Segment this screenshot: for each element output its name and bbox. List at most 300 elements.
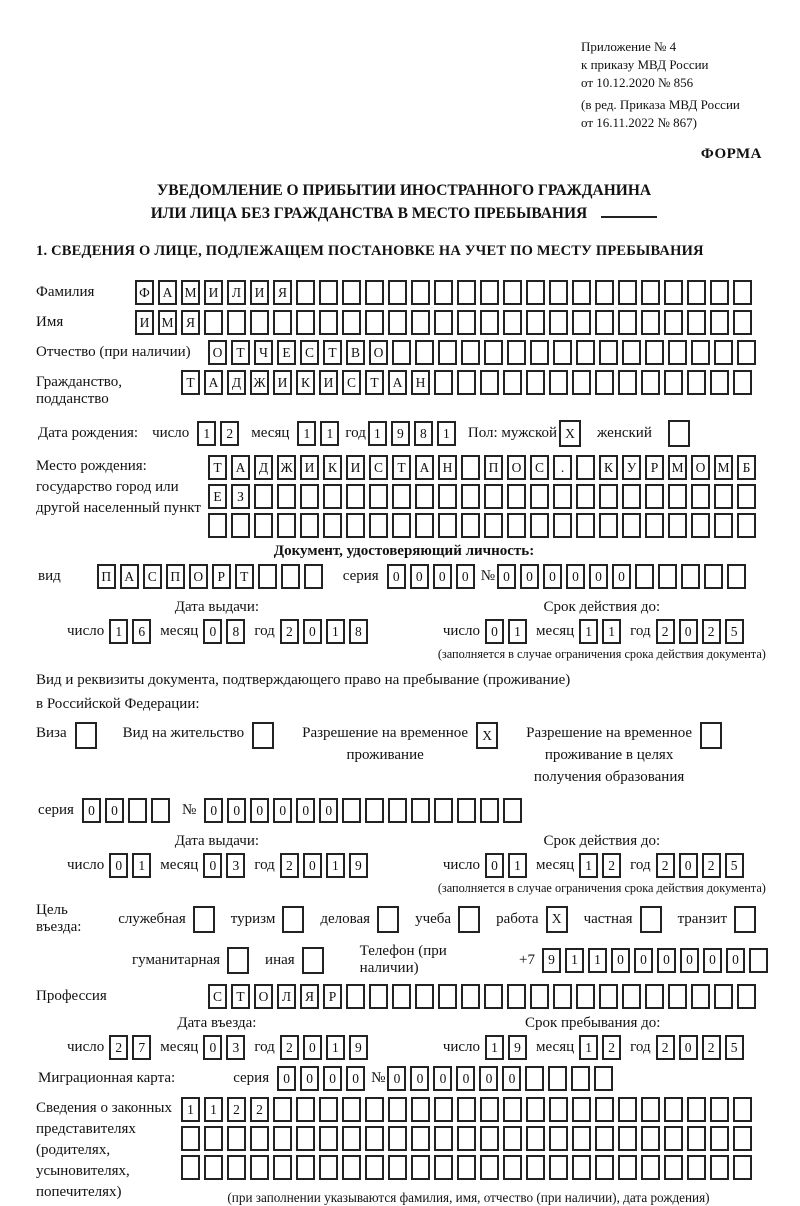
cell[interactable] — [250, 1126, 269, 1151]
cell[interactable] — [480, 310, 499, 335]
cell[interactable]: 5 — [725, 853, 744, 878]
cell[interactable] — [553, 484, 572, 509]
valid-month-cells[interactable] — [579, 619, 625, 644]
profession-cells[interactable] — [208, 984, 760, 1009]
cell[interactable]: 1 — [297, 421, 316, 446]
cell[interactable]: 0 — [679, 619, 698, 644]
cell[interactable]: X — [546, 906, 568, 933]
cell[interactable] — [576, 484, 595, 509]
cell[interactable]: 1 — [485, 1035, 504, 1060]
cell[interactable]: Т — [365, 370, 384, 395]
cell[interactable] — [635, 564, 654, 589]
cell[interactable] — [733, 370, 752, 395]
cell[interactable] — [641, 370, 660, 395]
cell[interactable] — [526, 310, 545, 335]
cell[interactable]: X — [559, 420, 581, 447]
cell[interactable] — [415, 513, 434, 538]
cell[interactable]: 1 — [508, 619, 527, 644]
cell[interactable]: 2 — [656, 619, 675, 644]
cell[interactable]: 2 — [702, 1035, 721, 1060]
cell[interactable] — [282, 906, 304, 933]
cell[interactable]: 1 — [579, 853, 598, 878]
cell[interactable] — [342, 1097, 361, 1122]
cell[interactable]: 0 — [433, 564, 452, 589]
cell[interactable] — [388, 310, 407, 335]
cell[interactable]: . — [553, 455, 572, 480]
cell[interactable]: 9 — [349, 853, 368, 878]
cell[interactable]: 0 — [456, 1066, 475, 1091]
cell[interactable] — [530, 484, 549, 509]
cell[interactable] — [595, 1097, 614, 1122]
cell[interactable]: И — [346, 455, 365, 480]
cell[interactable] — [733, 1155, 752, 1180]
cell[interactable] — [484, 513, 503, 538]
birth-place-row2-cells[interactable] — [208, 484, 760, 509]
cell[interactable] — [664, 370, 683, 395]
cell[interactable]: 0 — [456, 564, 475, 589]
cell[interactable]: 1 — [109, 619, 128, 644]
cell[interactable] — [128, 798, 147, 823]
cell[interactable] — [526, 280, 545, 305]
cell[interactable] — [480, 1155, 499, 1180]
cell[interactable] — [484, 340, 503, 365]
cell[interactable] — [710, 1155, 729, 1180]
cell[interactable]: Р — [212, 564, 231, 589]
cell[interactable] — [733, 280, 752, 305]
legal-reps-row1-cells[interactable] — [181, 1097, 756, 1122]
purpose-tourism-checkbox[interactable] — [282, 906, 308, 933]
cell[interactable] — [300, 513, 319, 538]
cell[interactable]: 0 — [203, 853, 222, 878]
cell[interactable] — [411, 1155, 430, 1180]
cell[interactable] — [645, 513, 664, 538]
issue-month-cells[interactable] — [203, 853, 249, 878]
cell[interactable]: 0 — [273, 798, 292, 823]
purpose-other-checkbox[interactable] — [302, 947, 328, 974]
cell[interactable]: 0 — [679, 1035, 698, 1060]
purpose-private-checkbox[interactable] — [640, 906, 666, 933]
cell[interactable] — [503, 370, 522, 395]
cell[interactable]: 0 — [319, 798, 338, 823]
cell[interactable] — [727, 564, 746, 589]
cell[interactable] — [549, 1097, 568, 1122]
cell[interactable] — [641, 1155, 660, 1180]
cell[interactable] — [664, 1126, 683, 1151]
cell[interactable] — [480, 280, 499, 305]
cell[interactable] — [549, 310, 568, 335]
cell[interactable]: 1 — [579, 619, 598, 644]
cell[interactable] — [434, 370, 453, 395]
cell[interactable]: М — [181, 280, 200, 305]
cell[interactable]: 1 — [181, 1097, 200, 1122]
cell[interactable]: 1 — [320, 421, 339, 446]
cell[interactable] — [461, 984, 480, 1009]
cell[interactable]: М — [668, 455, 687, 480]
cell[interactable] — [691, 513, 710, 538]
cell[interactable] — [503, 1155, 522, 1180]
cell[interactable] — [687, 1097, 706, 1122]
cell[interactable] — [645, 984, 664, 1009]
cell[interactable] — [525, 1066, 544, 1091]
cell[interactable] — [300, 484, 319, 509]
cell[interactable] — [415, 984, 434, 1009]
cell[interactable]: 1 — [326, 1035, 345, 1060]
cell[interactable]: Е — [277, 340, 296, 365]
cell[interactable] — [641, 1126, 660, 1151]
cell[interactable]: М — [158, 310, 177, 335]
cell[interactable]: И — [319, 370, 338, 395]
cell[interactable] — [75, 722, 97, 749]
cell[interactable]: 0 — [520, 564, 539, 589]
cell[interactable] — [714, 340, 733, 365]
cell[interactable] — [691, 484, 710, 509]
cell[interactable] — [595, 280, 614, 305]
sex-male-checkbox[interactable] — [559, 420, 585, 447]
cell[interactable] — [668, 420, 690, 447]
cell[interactable]: А — [204, 370, 223, 395]
cell[interactable]: К — [296, 370, 315, 395]
cell[interactable]: С — [300, 340, 319, 365]
residence-seriya-cells[interactable] — [82, 798, 174, 823]
cell[interactable]: П — [166, 564, 185, 589]
cell[interactable]: 1 — [204, 1097, 223, 1122]
cell[interactable]: 2 — [280, 1035, 299, 1060]
cell[interactable] — [507, 984, 526, 1009]
cell[interactable] — [687, 1126, 706, 1151]
cell[interactable] — [641, 1097, 660, 1122]
cell[interactable]: 2 — [702, 853, 721, 878]
cell[interactable] — [369, 513, 388, 538]
cell[interactable] — [377, 906, 399, 933]
cell[interactable] — [193, 906, 215, 933]
cell[interactable] — [704, 564, 723, 589]
purpose-official-checkbox[interactable] — [193, 906, 219, 933]
cell[interactable] — [388, 1097, 407, 1122]
cell[interactable] — [457, 798, 476, 823]
stay-month-cells[interactable] — [579, 1035, 625, 1060]
cell[interactable] — [664, 1097, 683, 1122]
cell[interactable] — [572, 280, 591, 305]
cell[interactable]: 2 — [280, 619, 299, 644]
cell[interactable]: 0 — [726, 948, 745, 973]
cell[interactable]: У — [622, 455, 641, 480]
cell[interactable]: 2 — [656, 1035, 675, 1060]
cell[interactable]: Т — [181, 370, 200, 395]
cell[interactable] — [411, 798, 430, 823]
cell[interactable] — [392, 513, 411, 538]
cell[interactable]: 0 — [680, 948, 699, 973]
cell[interactable] — [434, 1155, 453, 1180]
cell[interactable]: 5 — [725, 619, 744, 644]
cell[interactable] — [323, 484, 342, 509]
cell[interactable]: А — [415, 455, 434, 480]
cell[interactable] — [273, 1155, 292, 1180]
cell[interactable] — [369, 484, 388, 509]
cell[interactable] — [296, 280, 315, 305]
cell[interactable]: А — [158, 280, 177, 305]
purpose-humanitarian-checkbox[interactable] — [227, 947, 253, 974]
cell[interactable] — [710, 370, 729, 395]
cell[interactable]: Н — [411, 370, 430, 395]
cell[interactable] — [549, 370, 568, 395]
cell[interactable]: 2 — [702, 619, 721, 644]
entry-year-cells[interactable] — [280, 1035, 372, 1060]
cell[interactable] — [507, 513, 526, 538]
cell[interactable] — [346, 513, 365, 538]
cell[interactable]: 1 — [508, 853, 527, 878]
cell[interactable] — [319, 1126, 338, 1151]
cell[interactable] — [571, 1066, 590, 1091]
cell[interactable]: 5 — [725, 1035, 744, 1060]
cell[interactable] — [681, 564, 700, 589]
cell[interactable] — [664, 280, 683, 305]
cell[interactable] — [700, 722, 722, 749]
cell[interactable] — [457, 1155, 476, 1180]
cell[interactable] — [668, 513, 687, 538]
cell[interactable] — [733, 310, 752, 335]
cell[interactable] — [622, 513, 641, 538]
cell[interactable] — [618, 310, 637, 335]
cell[interactable] — [231, 513, 250, 538]
cell[interactable] — [599, 513, 618, 538]
issue-month-cells[interactable] — [203, 619, 249, 644]
cell[interactable] — [484, 484, 503, 509]
cell[interactable]: 1 — [588, 948, 607, 973]
cell[interactable] — [572, 1126, 591, 1151]
cell[interactable]: 0 — [105, 798, 124, 823]
cell[interactable] — [710, 1097, 729, 1122]
cell[interactable]: 1 — [579, 1035, 598, 1060]
cell[interactable] — [710, 310, 729, 335]
cell[interactable] — [457, 370, 476, 395]
cell[interactable] — [392, 484, 411, 509]
cell[interactable] — [461, 340, 480, 365]
cell[interactable]: А — [120, 564, 139, 589]
cell[interactable]: 0 — [109, 853, 128, 878]
cell[interactable]: О — [369, 340, 388, 365]
cell[interactable] — [734, 906, 756, 933]
cell[interactable]: Д — [227, 370, 246, 395]
cell[interactable]: 0 — [303, 619, 322, 644]
cell[interactable] — [388, 280, 407, 305]
cell[interactable] — [411, 310, 430, 335]
cell[interactable] — [323, 513, 342, 538]
cell[interactable] — [457, 280, 476, 305]
cell[interactable] — [415, 340, 434, 365]
cell[interactable] — [388, 798, 407, 823]
cell[interactable] — [664, 1155, 683, 1180]
cell[interactable]: 0 — [433, 1066, 452, 1091]
cell[interactable]: 2 — [250, 1097, 269, 1122]
cell[interactable] — [254, 484, 273, 509]
cell[interactable]: А — [231, 455, 250, 480]
cell[interactable]: С — [143, 564, 162, 589]
cell[interactable]: 8 — [226, 619, 245, 644]
cell[interactable] — [553, 984, 572, 1009]
cell[interactable] — [668, 340, 687, 365]
cell[interactable]: 9 — [349, 1035, 368, 1060]
cell[interactable]: А — [388, 370, 407, 395]
cell[interactable] — [595, 1126, 614, 1151]
cell[interactable] — [227, 310, 246, 335]
cell[interactable] — [526, 1126, 545, 1151]
valid-year-cells[interactable] — [656, 619, 748, 644]
cell[interactable] — [507, 340, 526, 365]
cell[interactable]: П — [484, 455, 503, 480]
valid-day-cells[interactable] — [485, 853, 531, 878]
cell[interactable] — [342, 310, 361, 335]
cell[interactable] — [549, 280, 568, 305]
cell[interactable] — [687, 310, 706, 335]
cell[interactable] — [388, 1155, 407, 1180]
cell[interactable] — [691, 340, 710, 365]
cell[interactable]: 0 — [703, 948, 722, 973]
cell[interactable]: К — [599, 455, 618, 480]
cell[interactable]: 2 — [220, 421, 239, 446]
cell[interactable]: 0 — [203, 619, 222, 644]
cell[interactable]: 0 — [543, 564, 562, 589]
cell[interactable] — [369, 984, 388, 1009]
cell[interactable] — [480, 370, 499, 395]
cell[interactable]: О — [208, 340, 227, 365]
cell[interactable]: И — [273, 370, 292, 395]
cell[interactable] — [365, 1097, 384, 1122]
cell[interactable]: Ж — [250, 370, 269, 395]
cell[interactable]: 0 — [203, 1035, 222, 1060]
cell[interactable]: 0 — [303, 1035, 322, 1060]
cell[interactable]: 1 — [326, 853, 345, 878]
cell[interactable] — [227, 1126, 246, 1151]
cell[interactable] — [458, 906, 480, 933]
cell[interactable] — [346, 984, 365, 1009]
cell[interactable] — [503, 310, 522, 335]
patronymic-cells[interactable] — [208, 340, 760, 365]
legal-reps-row2-cells[interactable] — [181, 1126, 756, 1151]
cell[interactable]: Б — [737, 455, 756, 480]
cell[interactable] — [530, 513, 549, 538]
cell[interactable] — [277, 513, 296, 538]
cell[interactable] — [365, 310, 384, 335]
cell[interactable]: 7 — [132, 1035, 151, 1060]
cell[interactable]: 1 — [565, 948, 584, 973]
cell[interactable] — [714, 484, 733, 509]
cell[interactable] — [595, 1155, 614, 1180]
legal-reps-row3-cells[interactable] — [181, 1155, 756, 1180]
cell[interactable]: Т — [392, 455, 411, 480]
cell[interactable] — [258, 564, 277, 589]
cell[interactable]: 2 — [280, 853, 299, 878]
cell[interactable] — [411, 280, 430, 305]
cell[interactable]: 0 — [277, 1066, 296, 1091]
cell[interactable] — [346, 484, 365, 509]
cell[interactable] — [572, 310, 591, 335]
cell[interactable]: 0 — [497, 564, 516, 589]
cell[interactable]: Л — [227, 280, 246, 305]
cell[interactable]: 2 — [602, 853, 621, 878]
cell[interactable]: О — [691, 455, 710, 480]
cell[interactable]: Т — [235, 564, 254, 589]
option-residence-permit-checkbox[interactable] — [252, 722, 278, 749]
cell[interactable]: Т — [231, 340, 250, 365]
migration-seriya-cells[interactable] — [277, 1066, 369, 1091]
cell[interactable]: Е — [208, 484, 227, 509]
cell[interactable] — [250, 1155, 269, 1180]
cell[interactable] — [434, 1097, 453, 1122]
cell[interactable]: Я — [273, 280, 292, 305]
cell[interactable]: О — [254, 984, 273, 1009]
cell[interactable]: 9 — [508, 1035, 527, 1060]
cell[interactable] — [595, 370, 614, 395]
cell[interactable]: 2 — [656, 853, 675, 878]
entry-month-cells[interactable] — [203, 1035, 249, 1060]
cell[interactable] — [572, 1097, 591, 1122]
cell[interactable] — [434, 1126, 453, 1151]
cell[interactable] — [691, 984, 710, 1009]
cell[interactable]: 2 — [227, 1097, 246, 1122]
cell[interactable]: 0 — [566, 564, 585, 589]
cell[interactable] — [737, 340, 756, 365]
residence-number-cells[interactable] — [204, 798, 526, 823]
cell[interactable] — [296, 1155, 315, 1180]
issue-day-cells[interactable] — [109, 853, 155, 878]
cell[interactable] — [461, 513, 480, 538]
cell[interactable]: 8 — [414, 421, 433, 446]
cell[interactable]: 0 — [634, 948, 653, 973]
cell[interactable] — [622, 984, 641, 1009]
vid-cells[interactable] — [97, 564, 327, 589]
cell[interactable] — [572, 1155, 591, 1180]
cell[interactable] — [204, 1126, 223, 1151]
cell[interactable] — [576, 340, 595, 365]
cell[interactable] — [622, 484, 641, 509]
cell[interactable] — [618, 370, 637, 395]
phone-cells[interactable] — [542, 948, 772, 973]
sex-female-checkbox[interactable] — [668, 420, 694, 447]
cell[interactable]: 0 — [250, 798, 269, 823]
cell[interactable]: 0 — [300, 1066, 319, 1091]
identity-seriya-cells[interactable] — [387, 564, 479, 589]
cell[interactable] — [576, 455, 595, 480]
cell[interactable]: С — [530, 455, 549, 480]
cell[interactable] — [618, 1097, 637, 1122]
cell[interactable]: 1 — [368, 421, 387, 446]
cell[interactable] — [530, 984, 549, 1009]
cell[interactable] — [392, 340, 411, 365]
cell[interactable] — [461, 484, 480, 509]
cell[interactable] — [434, 310, 453, 335]
cell[interactable]: 0 — [410, 1066, 429, 1091]
cell[interactable]: 0 — [227, 798, 246, 823]
cell[interactable] — [254, 513, 273, 538]
cell[interactable] — [457, 1126, 476, 1151]
cell[interactable] — [737, 513, 756, 538]
cell[interactable] — [365, 798, 384, 823]
birth-place-row1-cells[interactable] — [208, 455, 760, 480]
cell[interactable] — [365, 1155, 384, 1180]
cell[interactable] — [526, 370, 545, 395]
cell[interactable] — [549, 1155, 568, 1180]
cell[interactable] — [302, 947, 324, 974]
cell[interactable] — [733, 1097, 752, 1122]
cell[interactable] — [710, 1126, 729, 1151]
cell[interactable] — [668, 984, 687, 1009]
purpose-business-checkbox[interactable] — [377, 906, 403, 933]
cell[interactable] — [273, 1126, 292, 1151]
cell[interactable] — [599, 340, 618, 365]
cell[interactable] — [737, 484, 756, 509]
cell[interactable] — [151, 798, 170, 823]
stay-day-cells[interactable] — [485, 1035, 531, 1060]
